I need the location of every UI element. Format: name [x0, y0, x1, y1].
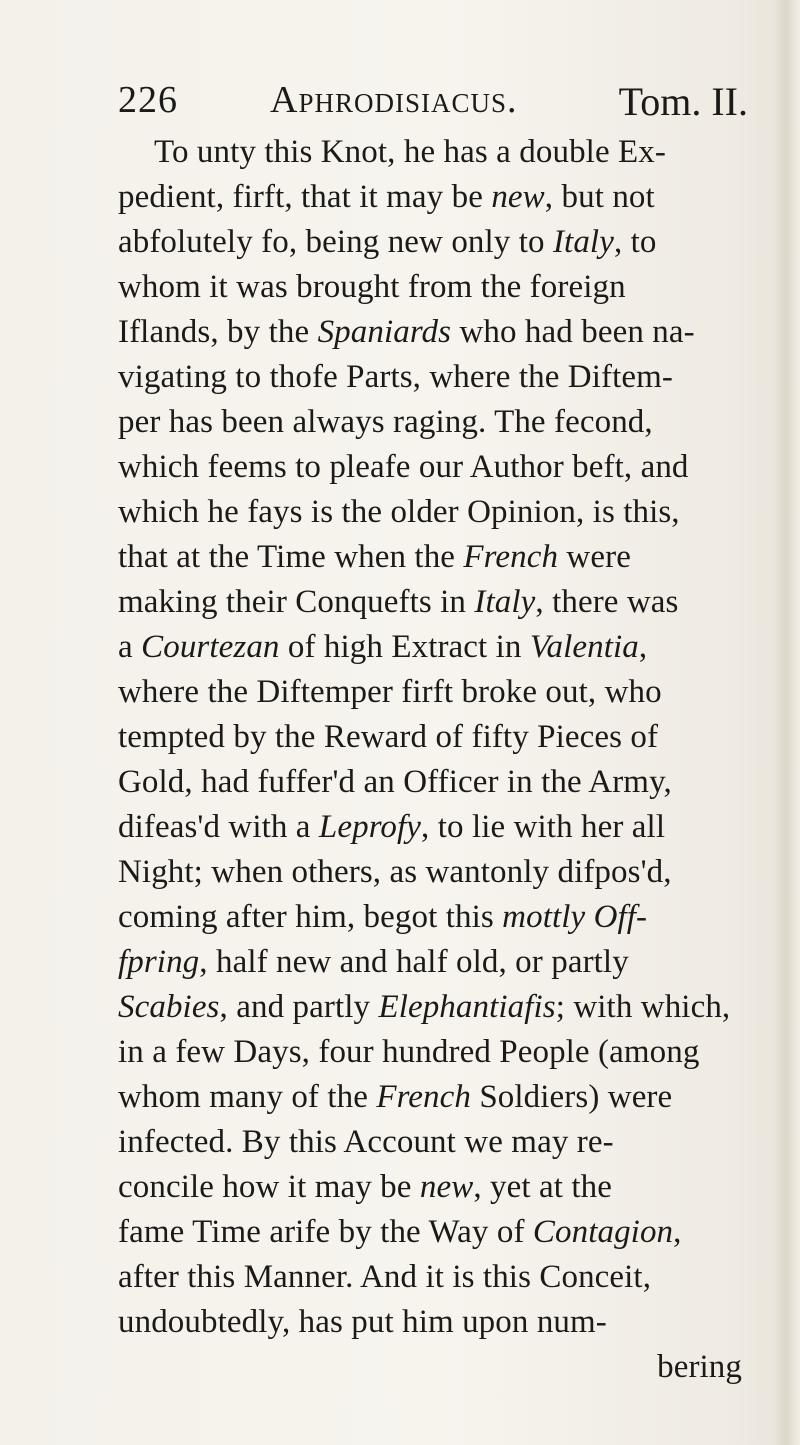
- text-segment: Night; when others, as wantonly difpos'd,: [118, 854, 672, 890]
- page-number: 226: [118, 79, 178, 121]
- italic-text: French: [376, 1079, 471, 1115]
- text-line: [118, 265, 758, 310]
- text-segment: difeas'd with a: [118, 809, 319, 845]
- text-segment: whom it was brought from the foreign: [118, 269, 626, 305]
- text-segment: undoubtedly, has put him upon num-: [118, 1304, 607, 1340]
- text-line: [118, 175, 758, 220]
- text-line: [118, 715, 758, 760]
- text-line: [118, 625, 758, 670]
- italic-text: mottly Off-: [502, 899, 648, 935]
- text-segment: in a few Days, four hundred People (among: [118, 1034, 700, 1070]
- text-line: [118, 940, 758, 985]
- text-line: [118, 895, 758, 940]
- italic-text: new: [491, 179, 545, 215]
- text-line: [118, 1255, 758, 1300]
- text-segment: per has been always raging. The fecond,: [118, 404, 653, 440]
- text-line: [118, 1120, 758, 1165]
- text-segment: pedient, firft, that it may be: [118, 179, 492, 215]
- text-segment: vigating to thofe Parts, where the Diftem-: [118, 359, 673, 395]
- text-line: [118, 1075, 758, 1120]
- italic-text: French: [463, 539, 559, 575]
- text-segment: concile how it may be: [118, 1169, 420, 1205]
- text-segment: ,: [638, 629, 648, 665]
- text-line: [118, 670, 758, 715]
- text-segment: who had been na-: [451, 314, 695, 350]
- text-segment: whom many of the: [118, 1079, 377, 1115]
- text-segment: , there was: [535, 584, 679, 620]
- text-line: [118, 1210, 758, 1255]
- text-line: [118, 1030, 758, 1075]
- text-segment: making their Conquefts in: [118, 584, 475, 620]
- text-segment: which he fays is the older Opinion, is this,: [118, 494, 680, 530]
- italic-text: Courtezan: [141, 629, 280, 665]
- text-line: [118, 985, 758, 1030]
- italic-text: fpring: [118, 944, 200, 980]
- italic-text: Valentia: [529, 629, 639, 665]
- text-segment: that at the Time when the: [118, 539, 464, 575]
- text-segment: , half new and half old, or partly: [199, 944, 629, 980]
- running-title: Aphrodisiacus.: [270, 79, 518, 121]
- text-segment: bering: [657, 1349, 742, 1385]
- text-segment: Gold, had fuffer'd an Officer in the Army,: [118, 764, 672, 800]
- italic-text: Italy: [552, 224, 614, 260]
- text-line: [118, 1345, 758, 1390]
- text-segment: after this Manner. And it is this Conceit,: [118, 1259, 652, 1295]
- text-segment: were: [558, 539, 631, 575]
- italic-text: Italy: [474, 584, 536, 620]
- text-segment: , to lie with her all: [421, 809, 666, 845]
- text-segment: fame Time arife by the Way of: [118, 1214, 533, 1250]
- italic-text: Leprofy: [318, 809, 422, 845]
- text-segment: infected. By this Account we may re-: [118, 1124, 614, 1160]
- text-line: [118, 1165, 758, 1210]
- text-segment: , and partly: [219, 989, 379, 1025]
- text-segment: ; with which,: [555, 989, 731, 1025]
- text-line: [118, 400, 758, 445]
- text-segment: , but not: [544, 179, 655, 215]
- text-line: [118, 535, 758, 580]
- text-segment: Iflands, by the: [118, 314, 318, 350]
- text-line: [118, 355, 758, 400]
- italic-text: Elephantiafis: [378, 989, 556, 1025]
- italic-text: Contagion: [532, 1214, 674, 1250]
- text-segment: of high Extract in: [279, 629, 530, 665]
- text-line: [118, 130, 758, 175]
- text-line: [118, 805, 758, 850]
- text-segment: a: [118, 629, 142, 665]
- running-head: [118, 78, 748, 126]
- text-segment: coming after him, begot this: [118, 899, 503, 935]
- italic-text: new: [419, 1169, 474, 1205]
- italic-text: Spaniards: [317, 314, 452, 350]
- text-line: [118, 850, 758, 895]
- text-segment: tempted by the Reward of fifty Pieces of: [118, 719, 659, 755]
- text-line: [118, 1300, 758, 1345]
- text-segment: , yet at the: [473, 1169, 612, 1205]
- text-segment: Soldiers) were: [471, 1079, 673, 1115]
- text-segment: abfolutely fo, being new only to: [118, 224, 553, 260]
- tome-label: Tom. II.: [618, 79, 748, 124]
- text-line: [118, 310, 758, 355]
- italic-text: Scabies: [118, 989, 220, 1025]
- text-line: [118, 445, 758, 490]
- text-line: [118, 760, 758, 805]
- text-segment: To unty this Knot, he has a double Ex-: [154, 134, 666, 170]
- text-line: [118, 490, 758, 535]
- text-segment: which feems to pleafe our Author beft, and: [118, 449, 689, 485]
- text-line: [118, 580, 758, 625]
- text-line: [118, 220, 758, 265]
- text-segment: ,: [673, 1214, 682, 1250]
- page-edge-shadow: [774, 0, 800, 1445]
- text-segment: where the Diftemper firft broke out, who: [118, 674, 662, 710]
- body-text: [118, 130, 758, 1390]
- text-segment: , to: [613, 224, 657, 260]
